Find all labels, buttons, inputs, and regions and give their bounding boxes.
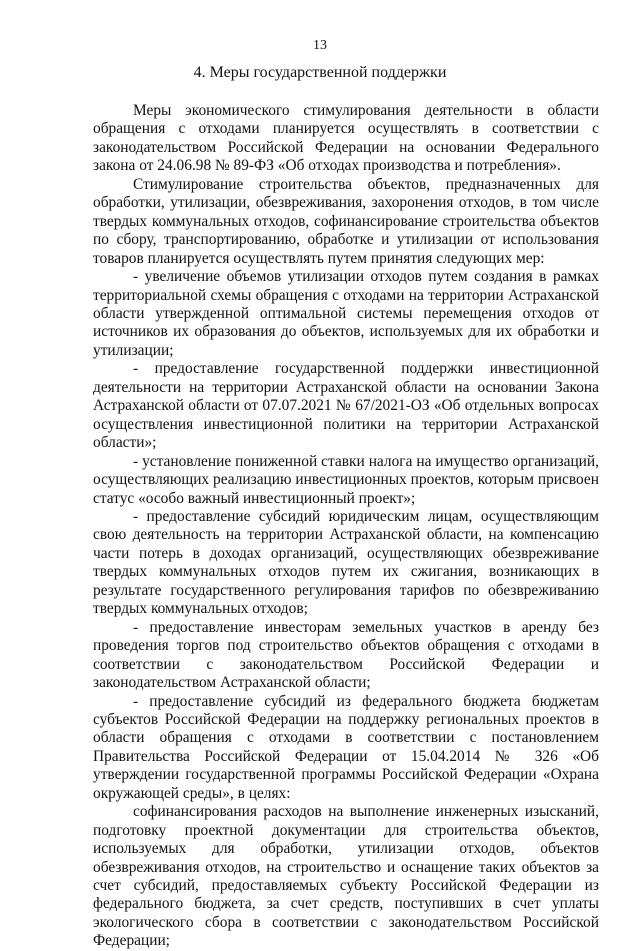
section-title: 4. Меры государственной поддержки <box>193 64 447 81</box>
measure-waste-utilization: - увеличение объемов утилизации отходов путем создания в рамках территориальной схемы обращения с отходами на территории Астраханской области утвержденной оптимальной системы перемещения отходов от источников их образования до объектов, используемых для их обработки и утилизации; <box>93 268 599 359</box>
paragraph-cofinancing-purpose: софинансирования расходов на выполнение инженерных изысканий, подготовку проектной документации для строительства объектов, используемых для обработки, утилизации отходов, объектов обезвреживания отходов, на строительство и оснащение таких объектов за счет субсидий, предоставляемых субъекту Российской Федерации из федерального бюджета, за счет средств, поступивших в счет уплаты экологического сбора в соответствии с законодательством Российской Федерации; <box>93 803 599 950</box>
document-body <box>93 102 599 951</box>
measure-investment-support: - предоставление государственной поддержки инвестиционной деятельности на территории Астраханской области на основании Закона Астраханской области от 07.07.2021 № 67/2021-ОЗ «Об отдельных вопросах осуществления инвестиционной политики на территории Астраханской области»; <box>93 360 599 452</box>
measure-legal-entity-subsidies: - предоставление субсидий юридическим лицам, осуществляющим свою деятельность на территории Астраханской области, на компенсацию части потерь в доходах организаций, осуществляющих обезвреживание твердых коммунальных отходов путем их сжигания, возникающих в результате государственного регулирования тарифов по обезвреживанию твердых коммунальных отходов; <box>93 507 599 618</box>
paragraph-economic-incentives: Меры экономического стимулирования деятельности в области обращения с отходами планируется осуществлять в соответствии с законодательством Российской Федерации на основании Федерального закона от 24.06.98 № 89-ФЗ «Об отходах производства и потребления». <box>93 102 599 175</box>
paragraph-construction-stimulation: Стимулирование строительства объектов, предназначенных для обработки, утилизации, обезвреживания, захоронения отходов, в том числе твердых коммунальных отходов, софинансирование строительства объектов по сбору, транспортированию, обработке и утилизации от использования товаров планируется осуществлять путем принятия следующих мер: <box>93 175 599 267</box>
page-number: 13 <box>313 38 327 53</box>
measure-federal-subsidies: - предоставление субсидий из федерального бюджета бюджетам субъектов Российской Федерации на поддержку региональных проектов в области обращения с отходами в соответствии с постановлением Правительства Российской Федерации от 15.04.2014 № 326 «Об утверждении государственной программы Российской Федерации «Охрана окружающей среды», в целях: <box>93 692 599 802</box>
measure-reduced-property-tax: - установление пониженной ставки налога на имущество организаций, осуществляющих реализацию инвестиционных проектов, которым присвоен статус «особо важный инвестиционный проект»; <box>93 452 599 507</box>
measure-land-lease: - предоставление инвесторам земельных участков в аренду без проведения торгов под строительство объектов обращения с отходами в соответствии с законодательством Российской Федерации и законодательством Астраханской области; <box>93 618 599 692</box>
